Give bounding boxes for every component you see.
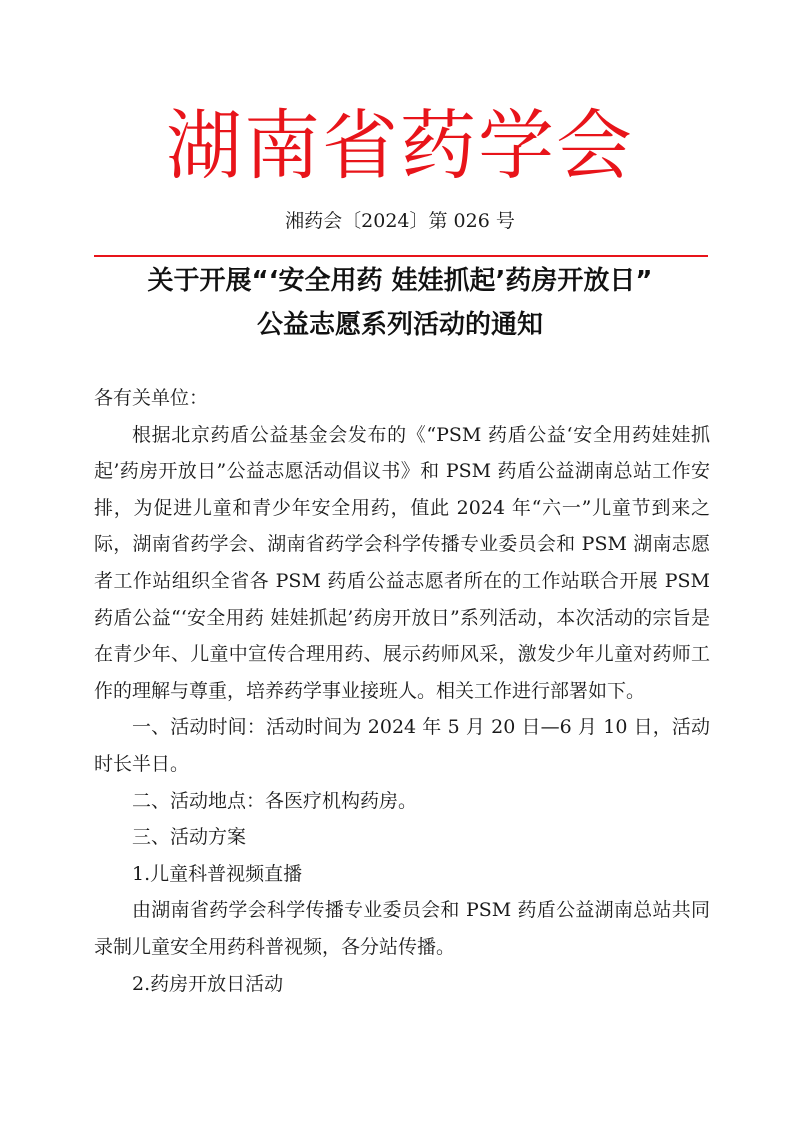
org-header-title: 湖南省药学会	[166, 101, 634, 190]
plan-item-2-title: 2.药房开放日活动	[132, 972, 284, 995]
notice-title-line-1: 关于开展“‘安全用药 娃娃抓起’药房开放日”	[147, 266, 653, 296]
salutation: 各有关单位：	[94, 387, 209, 409]
section-activity-location: 二、活动地点：各医疗机构药房。	[132, 789, 418, 812]
section-activity-plan-heading: 三、活动方案	[132, 826, 247, 849]
notice-title-line-2: 公益志愿系列活动的通知	[256, 310, 543, 340]
red-divider-line	[94, 255, 708, 257]
document-number: 湘药会〔2024〕第 026 号	[285, 210, 515, 232]
notice-body	[94, 380, 710, 1002]
plan-item-1-text: 由湖南省药学会科学传播专业委员会和 PSM 药盾公益湖南总站共同录制儿童安全用药科普视频，各分站传播。	[94, 899, 710, 958]
section-activity-time: 一、活动时间：活动时间为 2024 年 5 月 20 日—6 月 10 日，活动时长半日。	[94, 716, 710, 775]
plan-item-1-title: 1.儿童科普视频直播	[132, 862, 303, 885]
intro-paragraph: 根据北京药盾公益基金会发布的《“PSM 药盾公益‘安全用药娃娃抓起’药房开放日”公益志愿活动倡议书》和 PSM 药盾公益湖南总站工作安排，为促进儿童和青少年安全用药，值此 2024 年“六一”儿童节到来之际，湖南省药学会、湖南省药学会科学传播专业委员会和 PSM 湖南志愿者工作站组织全省各 PSM 药盾公益志愿者所在的工作站联合开展 PSM 药盾公益“‘安全用药 娃娃抓起’药房开放日”系列活动，本次活动的宗旨是在青少年、儿童中宣传合理用药、展示药师风采，激发少年儿童对药师工作的理解与尊重，培养药学事业接班人。相关工作进行部署如下。	[94, 423, 710, 702]
